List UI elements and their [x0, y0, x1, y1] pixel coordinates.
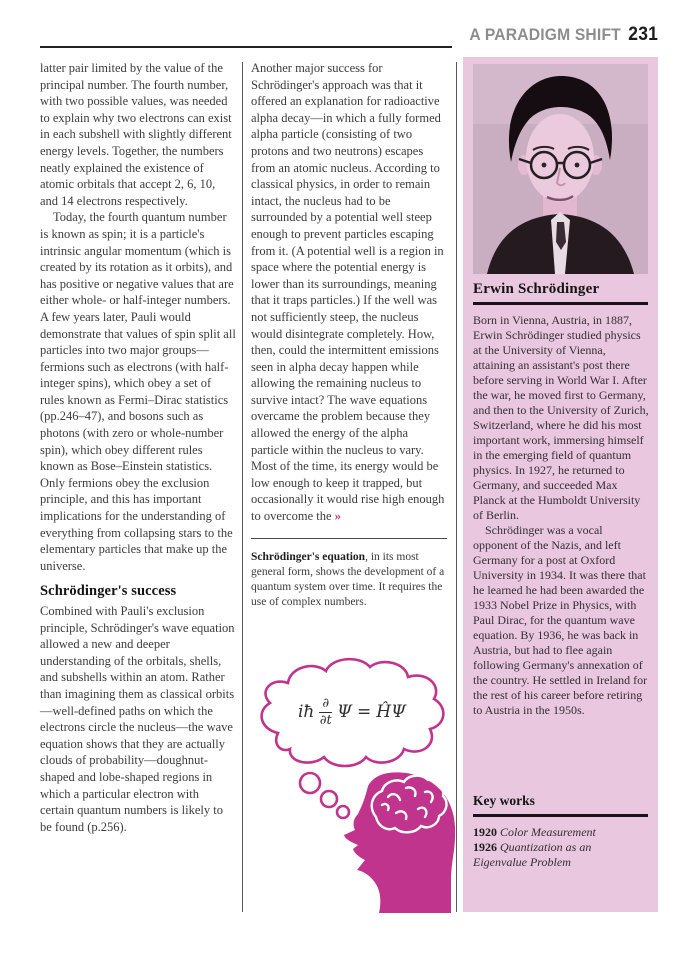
- body-column-2: [251, 60, 447, 610]
- body-paragraph: Combined with Pauli's exclusion principle, Schrödinger's wave equation allowed a new and deeper understanding of the orbitals, shells, and subshells within an atom. Rather than imagining them as classical orbits—well-defined paths on which the electrons circle the nucleus—the wave equation shows that they are actually clouds of probability—doughnut-shaped and lobe-shaped regions in which a particular electron with certain quantum numbers is likely to be found (p.256).: [40, 604, 235, 834]
- key-work-year: 1920: [473, 825, 497, 839]
- equation-i-hbar: iħ: [297, 702, 315, 723]
- head-silhouette: [344, 772, 455, 913]
- body-text: Another major success for Schrödinger's approach was that it offered an explanation for radioactive alpha decay—in which a fully formed alpha particle (consisting of two protons and two neutrons) escapes from an atomic nucleus. According to classical physics, in order to remain intact, the nucleus had to be surrounded by a potential well steep enough to prevent particles escaping from it. (A potential well is a region in space where the potential energy is lower than its surroundings, meaning that it traps particles.) If the well was not sufficiently steep, the nucleus would disintegrate completely. How, then, could the intermittent emissions seen in alpha decay happen while allowing the remaining nucleus to survive intact? The wave equations overcame the problem because they allowed the energy of the alpha particle within the nucleus to vary. Most of the time, its energy would be low enough to keep it trapped, but occasionally it would rise high enough to overcome the: [251, 61, 445, 524]
- thought-bubble-graphic: [248, 654, 460, 914]
- top-rule: [40, 46, 452, 48]
- page-number: 231: [628, 24, 658, 45]
- continuation-marker: »: [334, 508, 342, 524]
- caption-rule: [251, 538, 447, 539]
- key-work-item: [473, 825, 648, 840]
- biography-paragraph: Schrödinger was a vocal opponent of the Nazis, and left Germany for a post at Oxford University in 1934. It was there that he learned he had been awarded the 1933 Nobel Prize in Physics, with Paul Dirac, for the quantum wave equation. By 1936, he was back in Austria, but had to flee again following Germany's annexation of the country. He settled in Ireland for the rest of his career before retiring to Austria in the 1950s.: [473, 523, 648, 717]
- running-head: [469, 24, 658, 46]
- column-divider-1: [242, 62, 243, 912]
- body-column-1: [40, 60, 236, 835]
- figure-caption: [251, 550, 447, 610]
- biography-paragraph: Born in Vienna, Austria, in 1887, Erwin Schrödinger studied physics at the University of Vienna, attaining an assistant's post there before serving in World War I. After the war, he moved first to Germany, and then to the University of Zurich, Switzerland, where he did his most important work, immersing himself in the emerging field of quantum physics. In 1927, he returned to Germany, and succeeded Max Planck at the Humboldt University of Berlin.: [473, 313, 649, 522]
- equation-partial-bottom: ∂t: [319, 712, 332, 728]
- section-heading: Schrödinger's success: [40, 583, 177, 600]
- key-works-section: [473, 793, 648, 870]
- key-work-item: [473, 840, 648, 870]
- key-works-rule: [473, 814, 648, 817]
- biography-sidebar: [463, 57, 658, 912]
- caption-lead: Schrödinger's equation: [251, 550, 366, 563]
- biography-heading-rule: [473, 302, 648, 305]
- biography-text: [473, 313, 649, 718]
- key-work-title: Color Measurement: [500, 825, 596, 839]
- thought-dots: [300, 773, 349, 818]
- key-works-heading: Key works: [473, 793, 535, 808]
- body-paragraph: latter pair limited by the value of the principal number. The fourth number, with two possible values, was needed to explain why two electrons can exist in each subshell with slightly different energy levels. Together, the numbers neatly explained the existence of atomic orbitals that accept 2, 6, 10, and 14 electrons respectively.: [40, 61, 232, 208]
- chapter-title: A PARADIGM SHIFT: [469, 25, 621, 44]
- equation-equals: =: [357, 702, 372, 723]
- body-paragraph: [251, 60, 447, 525]
- schrodinger-equation: [282, 697, 422, 727]
- schrodinger-portrait: [473, 64, 648, 274]
- body-paragraph: Today, the fourth quantum number is known as spin; it is a particle's intrinsic angular momentum (which is created by its rotation as it orbits), and has positive or negative values that are either whole- or half-integer numbers. A few years later, Pauli would demonstrate that values of spin split all particles into two major groups—fermions such as electrons (with half-integer spins), which obey a set of rules known as Fermi–Dirac statistics (pp.246–47), and bosons such as photons (with zero or whole-number spin), which obey different rules known as Bose–Einstein statistics. Only fermions obey the exclusion principle, and this has important implications for the understanding of everything from collapsing stars to the elementary particles that make up the universe.: [40, 210, 236, 573]
- key-work-title: Quantization as an Eigenvalue Problem: [473, 840, 592, 869]
- equation-partial-top: ∂: [319, 697, 332, 713]
- caption-text: , in its most general form, shows the development of a quantum system over time. It requires the use of complex numbers.: [251, 550, 445, 608]
- biography-heading: Erwin Schrödinger: [473, 281, 600, 297]
- key-work-year: 1926: [473, 840, 497, 854]
- equation-psi: Ψ: [337, 702, 353, 723]
- equation-hamiltonian: ĤΨ: [376, 702, 407, 723]
- equation-partial-fraction: [319, 697, 332, 727]
